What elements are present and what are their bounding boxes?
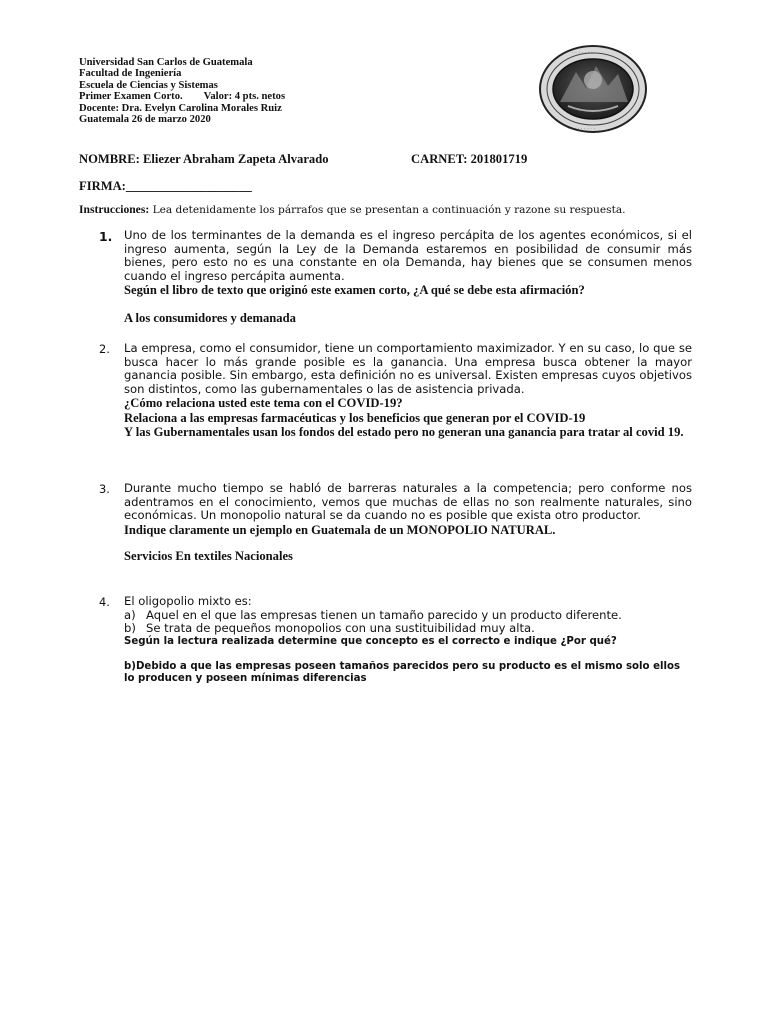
university-name: Universidad San Carlos de Guatemala: [79, 57, 253, 68]
option-a: [124, 609, 692, 623]
question-prompt: Indique claramente un ejemplo en Guatemala de un MONOPOLIO NATURAL.: [124, 522, 556, 537]
option-letter: b): [124, 621, 136, 636]
question-text: Uno de los terminantes de la demanda es el ingreso percápita de los agentes económicos, si el ingreso aumenta, según la Ley de la Demanda estaremos en posibilidad de consumir más bienes, pero esto no es una constante en ola Demanda, hay bienes que se consumen menos cuando el ingreso percápita aumenta.: [124, 228, 692, 283]
place-date: Guatemala 26 de marzo 2020: [79, 114, 211, 126]
svg-text:· · · · · · · · ·: · · · · · · · · ·: [568, 126, 596, 132]
student-carnet: CARNET: 201801719: [411, 152, 528, 166]
faculty-name: Facultad de Ingeniería: [79, 68, 182, 80]
document-header: [79, 57, 539, 125]
answer-text: Y las Gubernamentales usan los fondos del estado pero no generan una ganancia para tratar al covid 19.: [124, 424, 684, 439]
instructions-label: Instrucciones:: [79, 203, 150, 216]
answer-text: b)Debido a que las empresas poseen tamaños parecidos pero su producto es el mismo solo ellos lo producen y poseen mínimas diferencias: [124, 660, 681, 685]
answer-text: A los consumidores y demanada: [124, 310, 296, 325]
signature-line: FIRMA:____________________: [79, 179, 252, 193]
option-text: Se trata de pequeños monopolios con una sustituibilidad muy alta.: [146, 621, 535, 636]
answer-text: Servicios En textiles Nacionales: [124, 548, 293, 563]
question-number: 2.: [99, 342, 110, 356]
exam-title: Primer Examen Corto. Valor: 4 pts. netos: [79, 91, 286, 103]
question-prompt: ¿Cómo relaciona usted este tema con el COVID-19?: [124, 396, 403, 411]
answer-text: Relaciona a las empresas farmacéuticas y los beneficios que generan por el COVID-19: [124, 410, 586, 425]
question-text: Durante mucho tiempo se habló de barreras naturales a la competencia; pero conforme nos adentramos en el conocimiento, vemos que muchas de ellas no son realmente naturales, sino económicas. Un monopolio natural se da cuando no es posible que exista otro productor.: [124, 481, 692, 523]
option-text: Aquel en el que las empresas tienen un tamaño parecido y un producto diferente.: [146, 607, 622, 622]
teacher-name: Docente: Dra. Evelyn Carolina Morales Ruiz: [79, 102, 282, 114]
option-letter: a): [124, 607, 136, 622]
svg-text:· · · · · · ·: · · · · · · ·: [572, 50, 593, 56]
question-text: La empresa, como el consumidor, tiene un comportamiento maximizador. Y en su caso, lo que se busca hacer lo más grande posible es la ganancia. Una empresa busca obtener la mayor ganancia posible. Sin embargo, esta definición no es universal. Existen empresas cuyos objetivos son distintos, como las gubernamentales o las de asistencia privada.: [124, 341, 692, 396]
question-number: 1.: [99, 229, 113, 244]
instructions: [79, 203, 699, 216]
question-prompt: Según la lectura realizada determine que concepto es el correcto e indique ¿Por qué?: [124, 635, 617, 647]
question-prompt: Según el libro de texto que originó este examen corto, ¿A qué se debe esta afirmación?: [124, 283, 585, 298]
school-name: Escuela de Ciencias y Sistemas: [79, 79, 218, 91]
instructions-text: Lea detenidamente los párrafos que se presentan a continuación y razone su respuesta.: [149, 204, 626, 216]
option-b: [124, 622, 692, 636]
student-name: NOMBRE: Eliezer Abraham Zapeta Alvarado: [79, 152, 329, 166]
question-number: 3.: [99, 482, 110, 496]
university-seal-logo: [538, 44, 648, 134]
question-number: 4.: [99, 595, 110, 609]
question-text: El oligopolio mixto es:: [124, 594, 252, 608]
